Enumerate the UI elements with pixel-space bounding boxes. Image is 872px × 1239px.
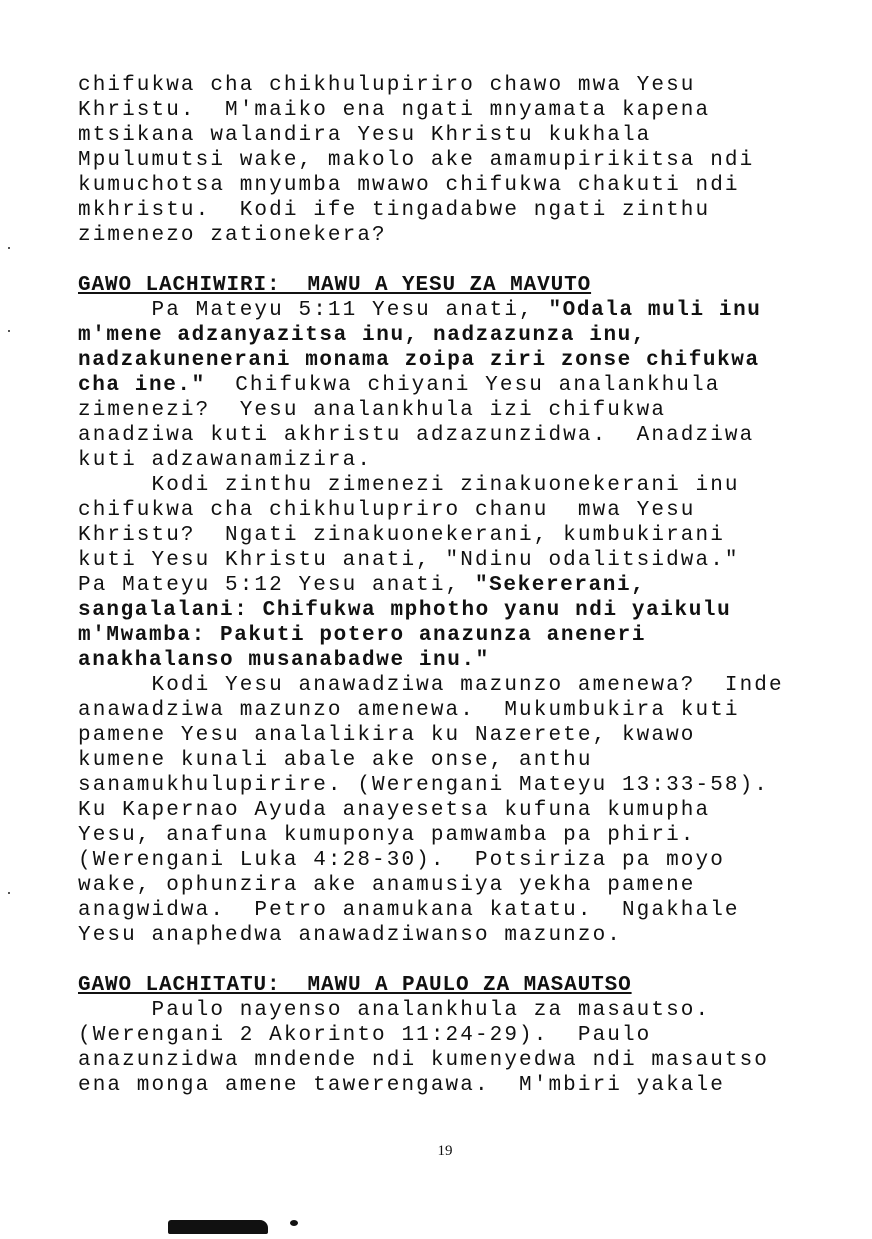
text-line [78,73,858,98]
text-line [78,573,858,598]
text-line [78,598,858,623]
text-segment: Yesu anaphedwa anawadziwanso mazunzo. [78,924,622,947]
text-line [78,148,858,173]
blank-line [78,948,858,973]
text-segment: mtsikana walandira Yesu Khristu kukhala [78,124,652,147]
text-line [78,848,858,873]
text-line [78,423,858,448]
text-line [78,773,858,798]
text-line [78,398,858,423]
text-segment: Khristu? Ngati zinakuonekerani, kumbukirani [78,524,725,547]
scan-speck [8,892,10,894]
text-line [78,873,858,898]
document-body [78,73,858,1098]
text-segment: zimenezi? Yesu analankhula izi chifukwa [78,399,667,422]
text-line [78,473,858,498]
text-line [78,448,858,473]
text-line [78,98,858,123]
text-segment: anazunzidwa mndende ndi kumenyedwa ndi masautso [78,1049,769,1072]
text-segment: chifukwa cha chikhulupiriro chawo mwa Yesu [78,74,696,97]
section-heading [78,273,858,298]
text-line [78,898,858,923]
text-segment: ena monga amene tawerengawa. M'mbiri yakale [78,1074,725,1097]
text-segment: Kodi zinthu zimenezi zinakuonekerani inu [78,474,740,497]
text-line [78,1048,858,1073]
scan-artifact-dot [290,1220,298,1226]
text-line [78,298,858,323]
page-number: 19 [437,1143,453,1159]
text-line [78,923,858,948]
text-line [78,698,858,723]
bold-quote: anakhalanso musanabadwe inu." [78,649,490,672]
heading-text: GAWO LACHITATU: MAWU A PAULO ZA MASAUTSO [78,974,632,997]
text-line [78,498,858,523]
heading-text: GAWO LACHIWIRI: MAWU A YESU ZA MAVUTO [78,274,592,297]
text-line [78,723,858,748]
text-line [78,123,858,148]
text-segment: Mpulumutsi wake, makolo ake amamupirikitsa ndi [78,149,755,172]
text-segment: anadziwa kuti akhristu adzazunzidwa. Anadziwa [78,424,755,447]
text-segment: kumuchotsa mnyumba mwawo chifukwa chakuti ndi [78,174,740,197]
text-line [78,798,858,823]
bold-quote: m'Mwamba: Pakuti potero anazunza aneneri [78,624,647,647]
text-line [78,323,858,348]
bold-quote: m'mene adzanyazitsa inu, nadzazunza inu, [78,324,647,347]
text-line [78,523,858,548]
text-segment: Pa Mateyu 5:11 Yesu anati, [78,299,549,322]
text-segment: (Werengani Luka 4:28-30). Potsiriza pa moyo [78,849,725,872]
scan-speck [8,247,10,249]
text-line [78,548,858,573]
text-segment: Khristu. M'maiko ena ngati mnyamata kapena [78,99,711,122]
text-segment: zimenezo zationekera? [78,224,387,247]
text-line [78,1073,858,1098]
text-line [78,623,858,648]
scan-artifact [168,1220,268,1234]
text-segment: pamene Yesu analalikira ku Nazerete, kwawo [78,724,696,747]
bold-quote: "Odala muli inu [548,299,762,322]
text-line [78,198,858,223]
text-line [78,648,858,673]
text-segment: Paulo nayenso analankhula za masautso. [78,999,711,1022]
text-segment: Kodi Yesu anawadziwa mazunzo amenewa? Inde [78,674,784,697]
bold-quote: cha ine." [78,374,206,397]
text-segment: chifukwa cha chikhulupriro chanu mwa Yesu [78,499,696,522]
text-segment: wake, ophunzira ake anamusiya yekha pamene [78,874,696,897]
text-segment: (Werengani 2 Akorinto 11:24-29). Paulo [78,1024,652,1047]
text-segment: kuti adzawanamizira. [78,449,373,472]
text-segment: Ku Kapernao Ayuda anayesetsa kufuna kumupha [78,799,711,822]
text-segment: mkhristu. Kodi ife tingadabwe ngati zinthu [78,199,711,222]
text-line [78,223,858,248]
text-line [78,1023,858,1048]
blank-line [78,248,858,273]
text-line [78,748,858,773]
text-segment: kuti Yesu Khristu anati, "Ndinu odalitsidwa." [78,549,740,572]
text-line [78,348,858,373]
text-segment: Pa Mateyu 5:12 Yesu anati, [78,574,475,597]
text-line [78,998,858,1023]
bold-quote: sangalalani: Chifukwa mphotho yanu ndi yaikulu [78,599,732,622]
text-line [78,373,858,398]
section-heading [78,973,858,998]
text-segment: kumene kunali abale ake onse, anthu [78,749,593,772]
text-segment: anagwidwa. Petro anamukana katatu. Ngakhale [78,899,740,922]
bold-quote: "Sekererani, [474,574,646,597]
text-segment: Yesu, anafuna kumuponya pamwamba pa phiri. [78,824,696,847]
text-line [78,673,858,698]
bold-quote: nadzakunenerani monama zoipa ziri zonse chifukwa [78,349,760,372]
text-segment: Chifukwa chiyani Yesu analankhula [205,374,721,397]
scan-speck [8,330,10,332]
text-segment: sanamukhulupirire. (Werengani Mateyu 13:33-58). [78,774,769,797]
text-segment: anawadziwa mazunzo amenewa. Mukumbukira kuti [78,699,740,722]
text-line [78,173,858,198]
text-line [78,823,858,848]
